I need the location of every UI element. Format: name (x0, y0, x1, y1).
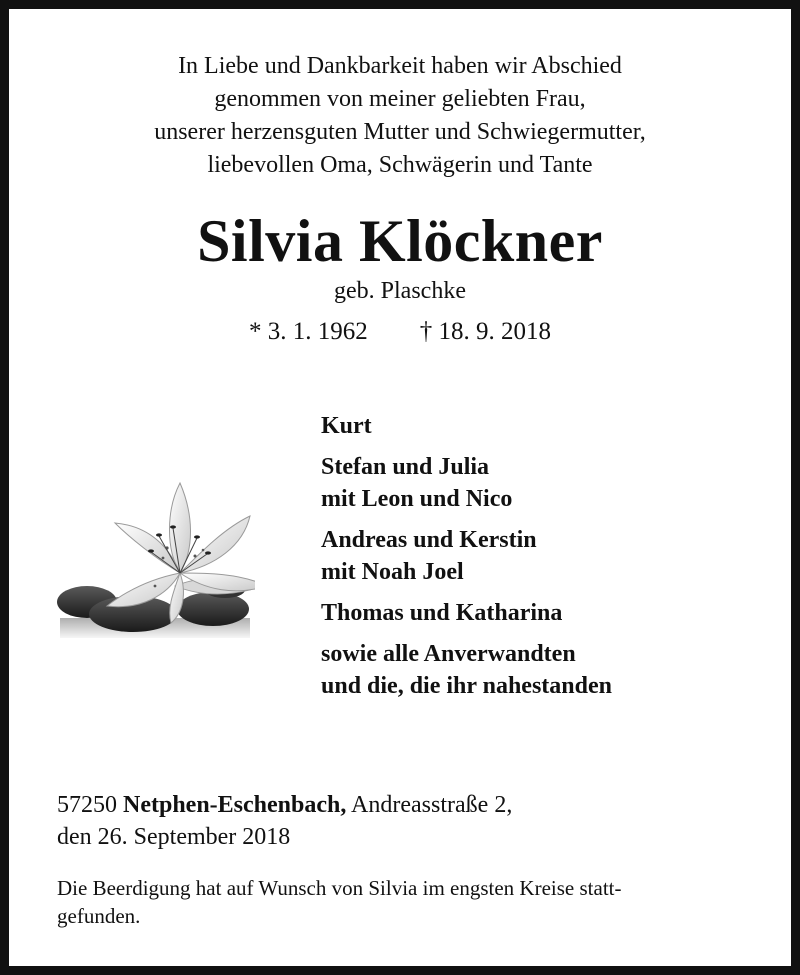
family-group (321, 638, 761, 702)
intro-line: liebevollen Oma, Schwägerin und Tante (207, 152, 593, 178)
family-line: und die, die ihr nahestanden (321, 673, 612, 699)
note-line: gefunden. (57, 904, 141, 928)
family-line: Stefan und Julia (321, 454, 490, 480)
death-date: † 18. 9. 2018 (419, 318, 551, 345)
family-line: Andreas und Kerstin (321, 527, 537, 553)
family-line: Thomas und Katharina (321, 600, 563, 626)
birth-date: * 3. 1. 1962 (249, 318, 368, 345)
family-line: sowie alle Anverwandten (321, 641, 576, 667)
note-line: Die Beerdigung hat auf Wunsch von Silvia im engsten Kreise statt- (57, 876, 622, 900)
address-line (57, 789, 757, 821)
date-line: den 26. September 2018 (57, 824, 291, 850)
maiden-name: geb. Plaschke (334, 278, 466, 304)
intro-text (20, 50, 780, 182)
lily-on-stones-icon (55, 478, 255, 640)
intro-line: In Liebe und Dankbarkeit haben wir Abschied (178, 53, 622, 79)
city: Netphen-Eschenbach, (123, 792, 347, 818)
funeral-note (57, 874, 757, 930)
family-group (321, 451, 761, 515)
intro-line: unserer herzensguten Mutter und Schwiegermutter, (154, 119, 646, 145)
family-group (321, 524, 761, 588)
street: Andreasstraße 2, (351, 792, 513, 818)
family-list (321, 410, 761, 711)
intro-line: genommen von meiner geliebten Frau, (214, 86, 586, 112)
address-block (57, 789, 757, 853)
family-line: mit Leon und Nico (321, 486, 513, 512)
life-dates (0, 316, 800, 348)
family-line: Kurt (321, 413, 372, 439)
family-line: mit Noah Joel (321, 559, 464, 585)
deceased-name: Silvia Klöckner (197, 208, 603, 274)
zip-code: 57250 (57, 792, 117, 818)
family-group (321, 410, 761, 442)
family-group (321, 597, 761, 629)
